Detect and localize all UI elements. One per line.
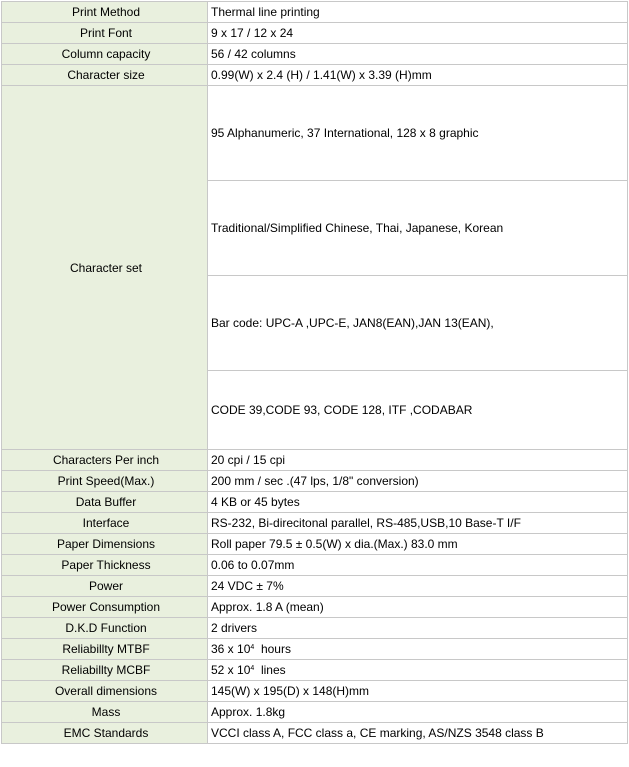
spec-value: 4 KB or 45 bytes xyxy=(208,492,628,513)
spec-value: Roll paper 79.5 ± 0.5(W) x dia.(Max.) 83.0 mm xyxy=(208,534,628,555)
character-set-line: Bar code: UPC-A ,UPC-E, JAN8(EAN),JAN 13(EAN), xyxy=(208,276,628,371)
spec-label: Print Speed(Max.) xyxy=(2,471,208,492)
spec-label: EMC Standards xyxy=(2,723,208,744)
spec-label: Print Method xyxy=(2,2,208,23)
spec-row xyxy=(2,44,628,65)
spec-value xyxy=(208,660,628,681)
spec-row xyxy=(2,723,628,744)
spec-value: 200 mm / sec .(47 lps, 1/8" conversion) xyxy=(208,471,628,492)
spec-value: 9 x 17 / 12 x 24 xyxy=(208,23,628,44)
spec-label: Power Consumption xyxy=(2,597,208,618)
spec-label: Data Buffer xyxy=(2,492,208,513)
spec-row xyxy=(2,534,628,555)
spec-row xyxy=(2,492,628,513)
spec-value: 145(W) x 195(D) x 148(H)mm xyxy=(208,681,628,702)
spec-label: Print Font xyxy=(2,23,208,44)
spec-label: Paper Dimensions xyxy=(2,534,208,555)
spec-row xyxy=(2,681,628,702)
spec-value: 0.06 to 0.07mm xyxy=(208,555,628,576)
spec-row xyxy=(2,702,628,723)
spec-label: Characters Per inch xyxy=(2,450,208,471)
value-rest: hours xyxy=(254,642,291,656)
spec-row xyxy=(2,2,628,23)
character-set-line: CODE 39,CODE 93, CODE 128, ITF ,CODABAR xyxy=(208,371,628,450)
spec-row xyxy=(2,576,628,597)
spec-row xyxy=(2,23,628,44)
spec-value: Approx. 1.8kg xyxy=(208,702,628,723)
value-base: 36 x 10 xyxy=(211,642,251,656)
value-base: 52 x 10 xyxy=(211,663,251,677)
spec-label: Reliabillty MCBF xyxy=(2,660,208,681)
character-set-row xyxy=(2,86,628,181)
spec-row xyxy=(2,660,628,681)
character-set-line: 95 Alphanumeric, 37 International, 128 x 8 graphic xyxy=(208,86,628,181)
character-set-line: Traditional/Simplified Chinese, Thai, Japanese, Korean xyxy=(208,181,628,276)
spec-row xyxy=(2,618,628,639)
value-exponent: 4 xyxy=(250,644,255,651)
spec-row xyxy=(2,555,628,576)
spec-value: 56 / 42 columns xyxy=(208,44,628,65)
spec-value: Approx. 1.8 A (mean) xyxy=(208,597,628,618)
spec-value: 0.99(W) x 2.4 (H) / 1.41(W) x 3.39 (H)mm xyxy=(208,65,628,86)
spec-label: D.K.D Function xyxy=(2,618,208,639)
spec-label: Reliabillty MTBF xyxy=(2,639,208,660)
spec-table xyxy=(1,1,628,744)
spec-value: RS-232, Bi-direcitonal parallel, RS-485,USB,10 Base-T I/F xyxy=(208,513,628,534)
spec-row xyxy=(2,471,628,492)
value-exponent: 4 xyxy=(250,665,255,672)
spec-label: Interface xyxy=(2,513,208,534)
spec-row xyxy=(2,65,628,86)
spec-row xyxy=(2,513,628,534)
spec-label: Paper Thickness xyxy=(2,555,208,576)
spec-value xyxy=(208,639,628,660)
spec-value: 24 VDC ± 7% xyxy=(208,576,628,597)
spec-label: Character size xyxy=(2,65,208,86)
spec-label: Overall dimensions xyxy=(2,681,208,702)
spec-label: Mass xyxy=(2,702,208,723)
spec-row xyxy=(2,597,628,618)
spec-value: 2 drivers xyxy=(208,618,628,639)
spec-label: Power xyxy=(2,576,208,597)
spec-row xyxy=(2,639,628,660)
value-rest: lines xyxy=(254,663,286,677)
spec-row xyxy=(2,450,628,471)
spec-value: Thermal line printing xyxy=(208,2,628,23)
character-set-label: Character set xyxy=(2,86,208,450)
spec-value: 20 cpi / 15 cpi xyxy=(208,450,628,471)
spec-value: VCCI class A, FCC class a, CE marking, AS/NZS 3548 class B xyxy=(208,723,628,744)
spec-label: Column capacity xyxy=(2,44,208,65)
